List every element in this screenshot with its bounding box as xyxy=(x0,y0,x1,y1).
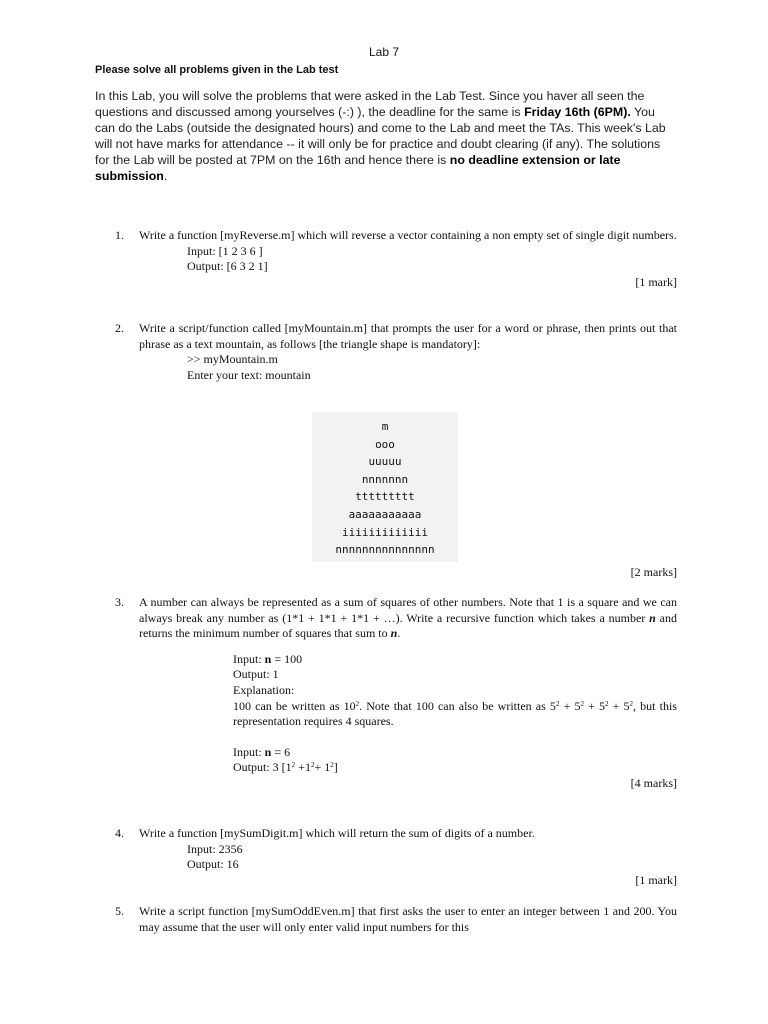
problem-number: 3. xyxy=(115,595,124,609)
problem-number: 5. xyxy=(115,904,124,918)
example-1: Input: n = 100 Output: 1 Explanation: 100 can be written as $10^2$. Note that 100 can also be written as $5^2 + 5^2 + 5^2 + 5^2$, but this representation requires 4 squares. xyxy=(233,651,677,729)
example-output: Output: 16 xyxy=(187,857,239,872)
marks-label: [4 marks] xyxy=(630,775,677,790)
subtitle: Please solve all problems given in the Lab test xyxy=(95,64,339,76)
problem-text: Write a function [myReverse.m] which will reverse a vector containing a non empty set of single digit numbers. xyxy=(139,228,677,242)
no-extension-text: no deadline extension or late submission xyxy=(95,153,621,183)
mountain-line: nnnnnnnnnnnnnnn xyxy=(335,543,435,557)
marks-label: [1 mark] xyxy=(635,274,677,289)
problem-3 xyxy=(115,595,677,792)
mountain-line: uuuuu xyxy=(368,455,402,469)
problem-number: 4. xyxy=(115,826,124,840)
problem-1 xyxy=(115,228,677,290)
marks-label: [2 marks] xyxy=(630,565,677,579)
problem-number: 1. xyxy=(115,228,124,242)
mountain-line: nnnnnnn xyxy=(361,472,409,486)
mountain-line: ooo xyxy=(375,437,395,451)
prompt-line: Enter your text: mountain xyxy=(187,367,311,382)
marks-label: [1 mark] xyxy=(635,872,677,887)
problem-text: A number can always be represented as a sum of squares of other numbers. Note that 1 is a square and we can always break any number as (1*1 + 1*1 + 1*1 + …). Write a recursive function which takes a number n and returns the minimum number of squares that sum to n. xyxy=(139,595,678,641)
mountain-line: m xyxy=(381,420,389,433)
problem-number: 2. xyxy=(115,321,124,335)
text-mountain xyxy=(312,412,458,562)
problem-text: Write a function [mySumDigit.m] which will return the sum of digits of a number. xyxy=(139,826,535,840)
example-output: Output: [6 3 2 1] xyxy=(187,259,268,274)
problem-text: Write a script function [mySumOddEven.m] that first asks the user to enter an integer between 1 and 200. You may assume that the user will only enter valid input numbers for this xyxy=(139,904,677,934)
mountain-line: iiiiiiiiiiiii xyxy=(341,525,429,539)
problem-text: Write a script/function called [myMountain.m] that prompts the user for a word or phrase, then prints out that phrase as a text mountain, as follows [the triangle shape is mandatory]: xyxy=(139,321,677,351)
mountain-line: ttttttttt xyxy=(355,490,415,504)
example-2: Input: n = 6 Output: 3 $[1^2 +1^2+ 1^2]$ xyxy=(233,744,338,775)
problem-4 xyxy=(115,826,677,888)
page-title: Lab 7 xyxy=(368,45,400,59)
intro-paragraph: In this Lab, you will solve the problems that were asked in the Lab Test. Since you haver all seen the questions and discussed among yourselves (-:) ), the deadline for the same is Friday 16th (6PM). You can do the Labs (outside the designated hours) and come to the Lab and meet the TAs. This week's Lab will not have marks for attendance -- it will only be for practice and doubt clearing (if any). The solutions for the Lab will be posted at 7PM on the 16th and hence there is no deadline extension or late submission. xyxy=(95,89,666,183)
example-input: Input: 2356 xyxy=(187,841,243,856)
mountain-line: aaaaaaaaaaa xyxy=(348,507,422,521)
command-line: >> myMountain.m xyxy=(187,352,278,367)
problem-2-marks xyxy=(115,565,677,581)
example-input: Input: [1 2 3 6 ] xyxy=(187,243,263,258)
problem-5 xyxy=(115,904,677,935)
problem-2 xyxy=(115,321,677,383)
deadline-text: Friday 16th (6PM). xyxy=(524,105,631,119)
